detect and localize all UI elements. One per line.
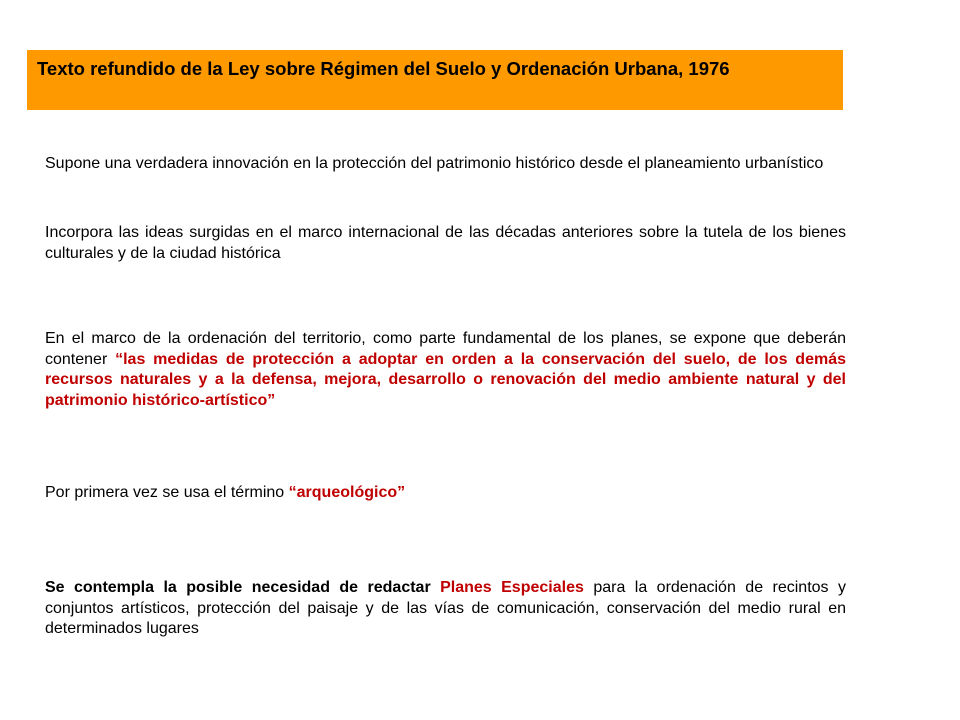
planes-especiales-highlight: Planes Especiales [440,579,584,596]
term-arqueologico: “arqueológico” [288,484,406,501]
title-banner [27,50,843,110]
paragraph-planes-rest: para la ordenación de recintos y conjuntos artísticos, protección del paisaje y de las vías de comunicación, conservación del medio rural en determinados lugares [45,579,846,637]
paragraph-innovation [45,154,846,175]
paragraph-innovation-text: Supone una verdadera innovación en la protección del patrimonio histórico desde el planeamiento urbanístico [45,155,824,172]
paragraph-arqueologico [45,483,846,504]
paragraph-planes-lead: Se contempla la posible necesidad de redactar [45,579,441,596]
paragraph-international-ideas [45,223,846,264]
paragraph-ordenacion [45,329,846,411]
paragraph-ordenacion-lead: En el marco de la ordenación del territorio, como parte fundamental de los planes, se expone que deberán contener [45,330,846,368]
page-title: Texto refundido de la Ley sobre Régimen del Suelo y Ordenación Urbana, 1976 [37,58,730,79]
paragraph-arqueologico-lead: Por primera vez se usa el término [45,484,289,501]
paragraph-ordenacion-quote: “las medidas de protección a adoptar en orden a la conservación del suelo, de los demás recursos naturales y a la defensa, mejora, desarrollo o renovación del medio ambiente natural y del patrimonio histórico-artístico” [45,350,846,409]
paragraph-planes-especiales [45,578,846,640]
paragraph-international-ideas-text: Incorpora las ideas surgidas en el marco internacional de las décadas anteriores sobre la tutela de los bienes culturales y de la ciudad histórica [45,224,846,262]
